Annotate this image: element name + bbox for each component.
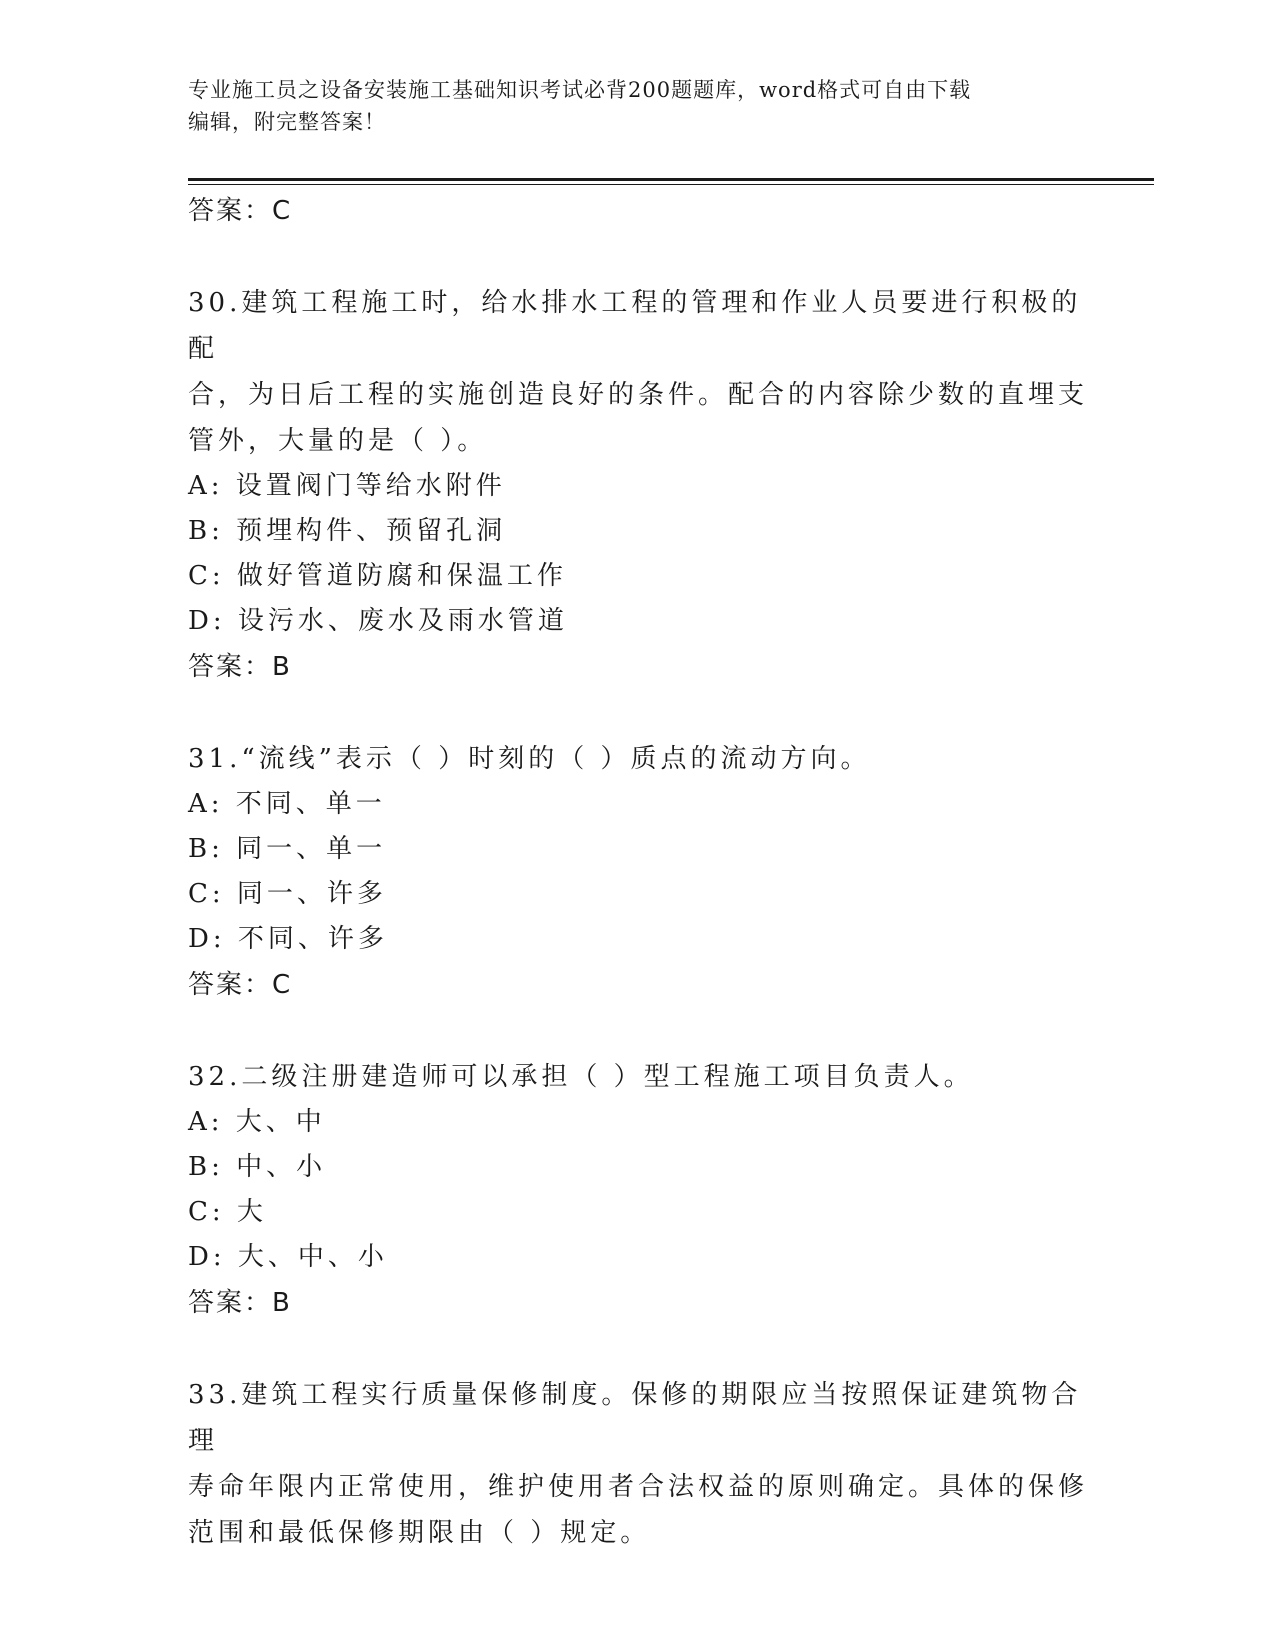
spacer (188, 690, 1088, 736)
spacer (188, 1008, 1088, 1054)
answer: 答案：B (188, 652, 292, 682)
question-stem-line: 范围和最低保修期限由（ ）规定。 (188, 1518, 651, 1548)
answer: 答案：B (188, 1288, 292, 1318)
question-stem-line: 寿命年限内正常使用，维护使用者合法权益的原则确定。具体的保修 (188, 1472, 1089, 1502)
option-c: C: 做好管道防腐和保温工作 (188, 561, 567, 591)
question-33 (188, 1372, 1088, 1556)
option-d: D: 大、中、小 (188, 1242, 388, 1272)
question-30 (188, 280, 1088, 690)
question-32 (188, 1054, 1088, 1326)
header-line-2: 编辑，附完整答案！ (188, 110, 386, 134)
question-stem-line: 30.建筑工程施工时，给水排水工程的管理和作业人员要进行积极的配 (188, 288, 1082, 364)
option-a: A: 大、中 (188, 1107, 326, 1137)
answer-previous: 答案：C (188, 196, 293, 226)
option-d: D: 不同、许多 (188, 924, 388, 954)
option-d: D: 设污水、废水及雨水管道 (188, 606, 568, 636)
option-c: C: 同一、许多 (188, 879, 387, 909)
header-rule-thick (188, 178, 1154, 181)
option-b: B: 中、小 (188, 1152, 327, 1182)
question-list (188, 188, 1088, 1556)
header-rule-thin (188, 184, 1154, 185)
spacer (188, 234, 1088, 280)
option-b: B: 同一、单一 (188, 834, 387, 864)
option-c: C: 大 (188, 1197, 267, 1227)
option-b: B: 预埋构件、预留孔洞 (188, 516, 507, 546)
question-stem-line: 管外，大量的是（ ）。 (188, 426, 488, 456)
option-a: A: 不同、单一 (188, 789, 386, 819)
question-stem-line: 31.“流线”表示（ ）时刻的（ ）质点的流动方向。 (188, 744, 871, 774)
answer: 答案：C (188, 970, 293, 1000)
spacer (188, 1326, 1088, 1372)
question-stem-line: 32.二级注册建造师可以承担（ ）型工程施工项目负责人。 (188, 1062, 974, 1092)
question-31 (188, 736, 1088, 1008)
option-a: A: 设置阀门等给水附件 (188, 471, 506, 501)
question-stem-line: 合，为日后工程的实施创造良好的条件。配合的内容除少数的直埋支 (188, 380, 1089, 410)
header-line-1: 专业施工员之设备安装施工基础知识考试必背200题题库，word格式可自由下载 (188, 78, 972, 102)
question-stem-line: 33.建筑工程实行质量保修制度。保修的期限应当按照保证建筑物合理 (188, 1380, 1082, 1456)
page-header (188, 74, 1088, 138)
